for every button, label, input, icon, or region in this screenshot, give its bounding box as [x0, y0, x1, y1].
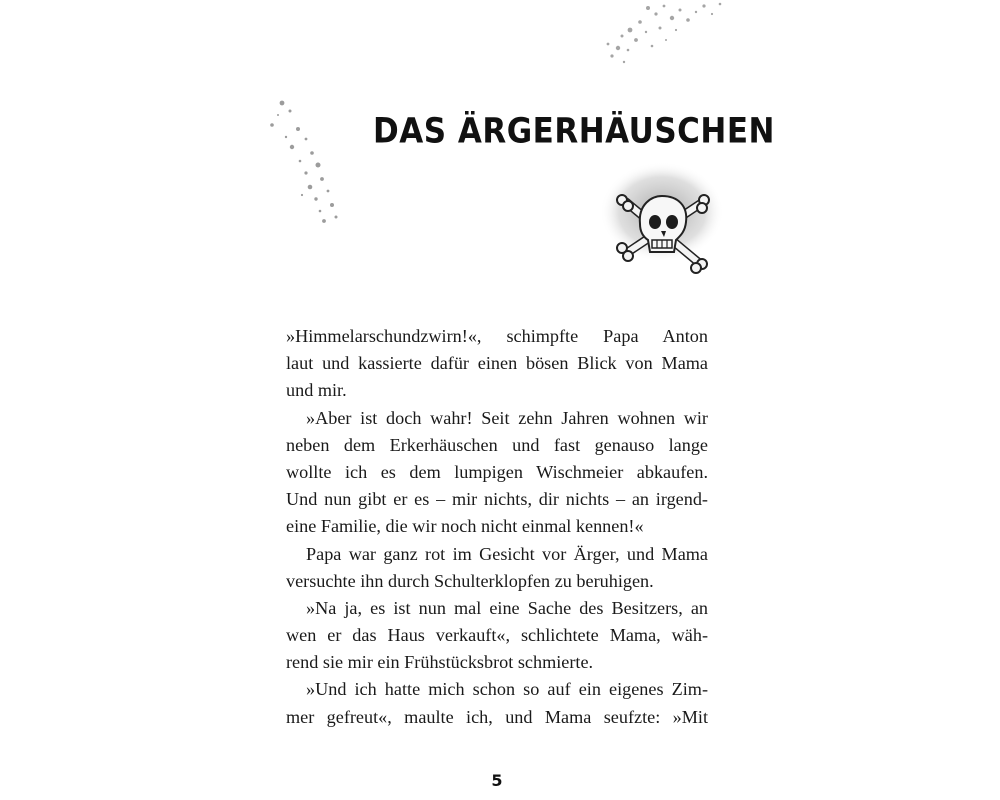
- skull-and-crossbones-icon: [600, 160, 735, 280]
- page-number: 5: [491, 771, 503, 790]
- text-line: »Aber ist doch wahr! Seit zehn Jahren wohnen wir: [306, 407, 708, 428]
- text-line: »Na ja, es ist nun mal eine Sache des Besitzers, an: [306, 597, 708, 618]
- ink-splatter-left: [262, 95, 347, 225]
- text-line: wen er das Haus verkauft«, schlichtete Mama, wäh-: [286, 625, 708, 646]
- ink-splatter-top-right: [600, 0, 740, 70]
- text-line: Papa war ganz rot im Gesicht vor Ärger, und Mama: [306, 543, 708, 564]
- text-line: und mir.: [286, 380, 347, 401]
- text-line: versuchte ihn durch Schulterklopfen zu beruhigen.: [286, 570, 654, 591]
- text-line: eine Familie, die wir noch nicht einmal kennen!«: [286, 516, 644, 537]
- text-line: neben dem Erkerhäuschen und fast genauso lange: [286, 434, 708, 455]
- text-line: rend sie mir ein Frühstücksbrot schmierte.: [286, 652, 594, 673]
- text-line: »Und ich hatte mich schon so auf ein eigenes Zim-: [306, 679, 708, 700]
- text-line: mer gefreut«, maulte ich, und Mama seufzte: »Mit: [286, 706, 708, 727]
- text-line: Und nun gibt er es – mir nichts, dir nichts – an irgend-: [286, 489, 708, 510]
- chapter-body-text: [286, 323, 708, 731]
- text-line: wollte ich es dem lumpigen Wischmeier abkaufen.: [286, 461, 708, 482]
- text-line: »Himmelarschundzwirn!«, schimpfte Papa Anton: [286, 326, 708, 346]
- text-line: laut und kassierte dafür einen bösen Blick von Mama: [286, 353, 708, 374]
- chapter-title: DAS ÄRGERHÄUSCHEN: [373, 110, 775, 152]
